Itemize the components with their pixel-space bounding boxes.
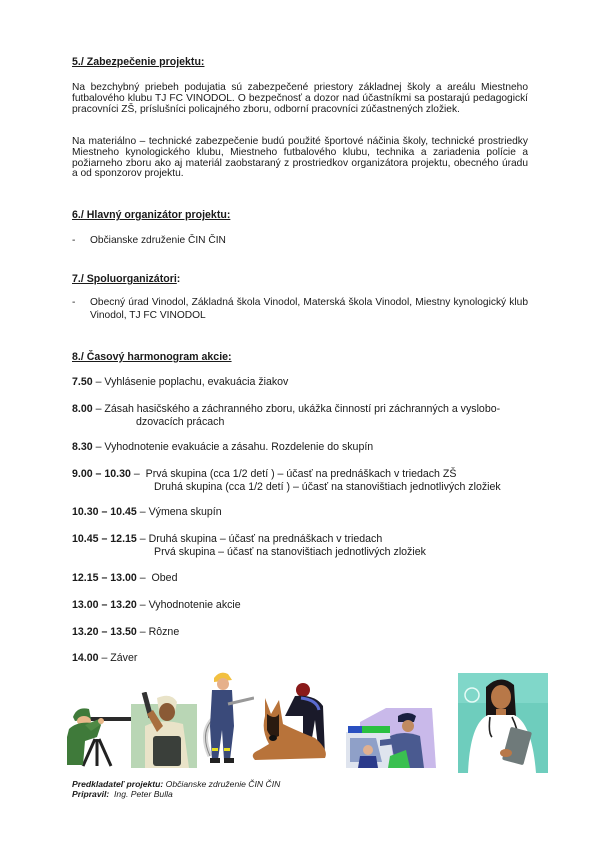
organizer-name: Občianske združenie ČIN ČIN (90, 235, 226, 246)
schedule-time: 8.30 (72, 441, 93, 453)
footer (72, 779, 280, 799)
schedule-time: 12.15 – 13.00 (72, 572, 137, 584)
co-organizers-list-item (72, 297, 528, 322)
schedule-item (72, 403, 500, 429)
schedule-item-line (72, 441, 373, 454)
schedule-separator: – (130, 468, 146, 480)
list-dash: - (72, 235, 76, 246)
schedule-activity: Prvá skupina (cca 1/2 detí ) – účasť na prednáškach v triedach ZŠ (145, 468, 457, 480)
section-7-heading: 7./ Spoluorganizátori (72, 273, 177, 285)
schedule-time: 8.00 (72, 403, 93, 415)
schedule-separator: – (136, 506, 149, 518)
sniper-soldier-image (67, 703, 131, 767)
schedule-separator: – (136, 572, 152, 584)
schedule-item-line (72, 403, 500, 416)
schedule-separator: – (136, 599, 149, 611)
section-7-heading-wrap (72, 273, 180, 285)
schedule-time: 10.45 – 12.15 (72, 533, 137, 545)
schedule-separator: – (92, 376, 105, 388)
schedule-activity: Druhá skupina – účasť na prednáškach v triedach (148, 533, 383, 545)
schedule-item (72, 652, 137, 665)
list-dash: - (72, 297, 76, 308)
schedule-activity: Vyhlásenie poplachu, evakuácia žiakov (104, 376, 289, 388)
schedule-item-line (72, 376, 288, 389)
schedule-item (72, 376, 288, 389)
armed-soldier-image (131, 692, 197, 768)
schedule-item (72, 572, 177, 585)
schedule-time: 13.00 – 13.20 (72, 599, 137, 611)
schedule-activity-continued: dzovacích prácach (136, 416, 225, 428)
schedule-item (72, 533, 426, 559)
section-6-heading: 6./ Hlavný organizátor projektu: (72, 209, 231, 221)
schedule-separator: – (92, 441, 105, 453)
section-5-heading: 5./ Zabezpečenie projektu: (72, 56, 205, 68)
section-7-heading-colon: : (176, 273, 181, 285)
schedule-separator: – (136, 626, 149, 638)
submitter-line (72, 779, 280, 789)
section-8-heading: 8./ Časový harmonogram akcie: (72, 351, 232, 363)
schedule-item (72, 441, 373, 454)
section-5-paragraph-1: Na bezchybný priebeh podujatia sú zabezpečené priestory základnej školy a areálu Miestneho futbalového klubu TJ FC VINODOL. O bezpečnosť a dozor nad účastníkmi sa postarajú pedagogickí pracovníci ZŠ, príslušníci policajného zboru, odborní pracovníci zúčastnených zložiek. (72, 82, 528, 115)
prepared-by-line (72, 789, 280, 799)
schedule-time: 13.20 – 13.50 (72, 626, 137, 638)
schedule-item-line (72, 572, 177, 585)
schedule-activity: Obed (151, 572, 178, 584)
schedule-separator: – (98, 652, 111, 664)
doctor-image (458, 673, 548, 773)
schedule-separator: – (136, 533, 149, 545)
schedule-time: 10.30 – 10.45 (72, 506, 137, 518)
co-organizers-text: Obecný úrad Vinodol, Základná škola Vinodol, Materská škola Vinodol, Miestny kynologický klub Vinodol, TJ FC VINODOL (90, 297, 528, 321)
schedule-item (72, 626, 179, 639)
submitter-label: Predkladateľ projektu: (72, 779, 164, 789)
organizer-list-item (72, 235, 528, 248)
prepared-by-value: Ing. Peter Bulla (109, 789, 173, 799)
schedule-time: 14.00 (72, 652, 99, 664)
schedule-item-line (72, 506, 222, 519)
schedule-item-line (72, 599, 241, 612)
schedule-item (72, 468, 501, 494)
schedule-item-line (72, 626, 179, 639)
section-5-paragraph-2: Na materiálno – technické zabezpečenie budú použité športové náčinia školy, technické prostriedky Miestneho kynologického klubu, Miestneho futbalového klubu, technika a zariadenia polície a požiarneho zboru ako aj materiál zaobstaraný z prostriedkov organizátora projektu, obecného úradu a od sponzorov projektu. (72, 136, 528, 180)
schedule-activity: Vyhodnotenie evakuácie a zásahu. Rozdelenie do skupín (104, 441, 374, 453)
schedule-item (72, 599, 241, 612)
schedule-activity: Rôzne (148, 626, 180, 638)
dog-handler-image (245, 680, 333, 762)
prepared-by-label: Pripravil: (72, 789, 110, 799)
police-officer-image (346, 702, 442, 770)
schedule-activity: Zásah hasičského a záchranného zboru, ukážka činností pri záchranných a vyslobo- (104, 403, 501, 415)
schedule-activity-continued: Druhá skupina (cca 1/2 detí ) – účasť na stanovištiach jednotlivých zložiek (154, 481, 501, 493)
submitter-value: Občianske združenie ČIN ČIN (163, 779, 281, 789)
schedule-activity: Vyhodnotenie akcie (148, 599, 241, 611)
schedule-item-line (72, 533, 426, 546)
schedule-item-line (72, 652, 137, 665)
schedule-time: 9.00 – 10.30 (72, 468, 131, 480)
schedule-item (72, 506, 222, 519)
schedule-activity-continued: Prvá skupina – účasť na stanovištiach jednotlivých zložiek (154, 546, 426, 558)
schedule-time: 7.50 (72, 376, 93, 388)
schedule-activity: Záver (110, 652, 138, 664)
schedule-item-line (72, 468, 501, 481)
schedule-activity: Výmena skupín (148, 506, 222, 518)
schedule-separator: – (92, 403, 105, 415)
